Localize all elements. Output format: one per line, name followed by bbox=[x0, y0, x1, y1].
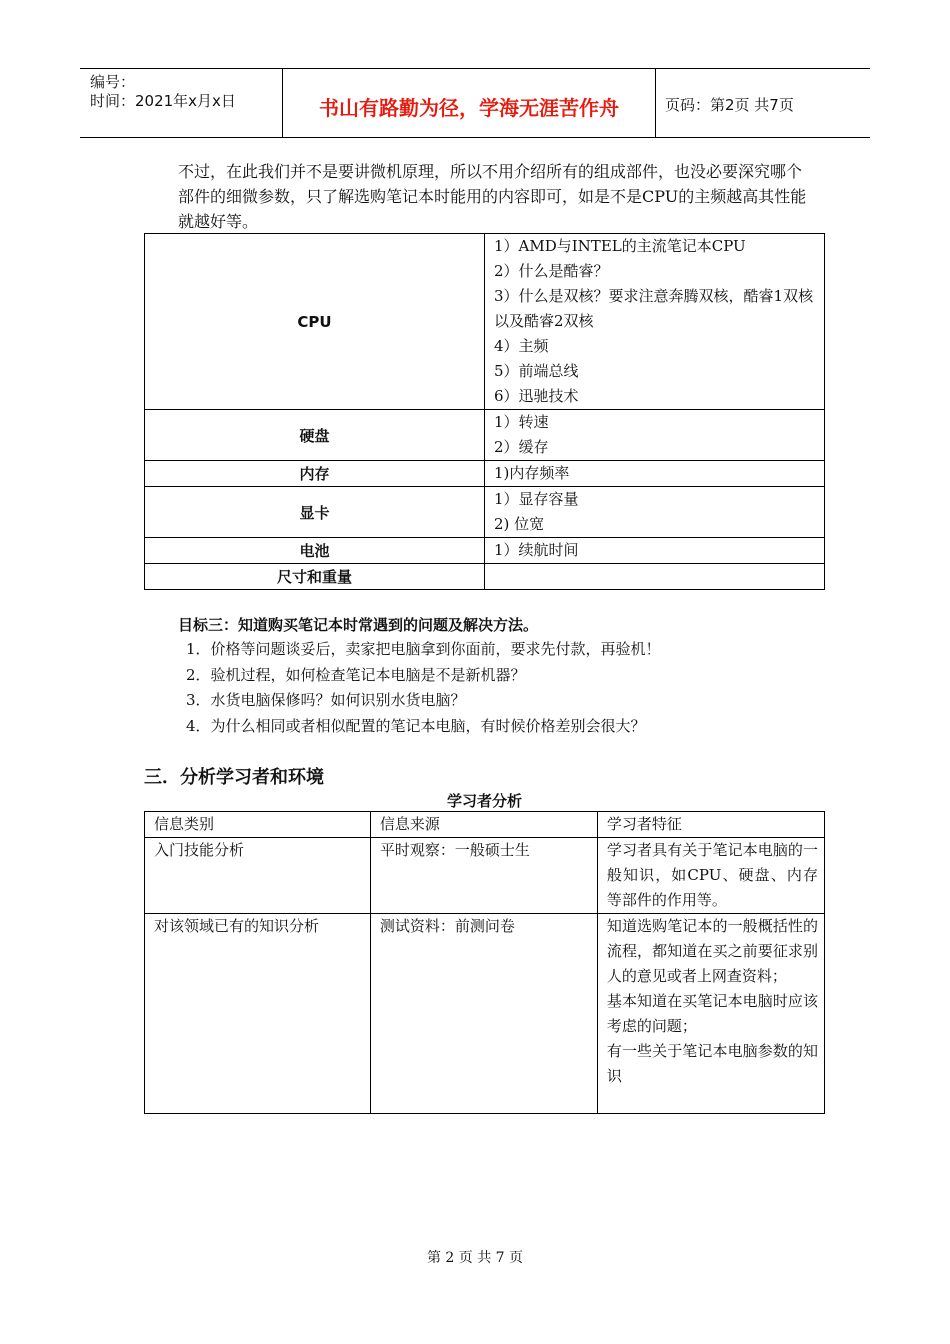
components-table bbox=[144, 233, 825, 590]
list-item: 1．价格等问题谈妥后，卖家把电脑拿到你面前，要求先付款，再验机！ bbox=[186, 640, 661, 658]
component-item: 2）什么是酷睿？ bbox=[494, 262, 609, 280]
component-item: 1）AMD与INTEL的主流笔记本CPU bbox=[494, 237, 746, 255]
category-cell: 入门技能分析 bbox=[145, 838, 371, 914]
component-name: 硬盘 bbox=[145, 410, 485, 461]
component-item: 3）什么是双核？要求注意奔腾双核，酷睿1双核以及酷睿2双核 bbox=[494, 287, 814, 330]
column-header: 学习者特征 bbox=[597, 812, 824, 838]
features-cell bbox=[597, 838, 824, 914]
component-item: 2）缓存 bbox=[494, 438, 549, 456]
component-items bbox=[485, 564, 825, 590]
features-cell bbox=[597, 914, 824, 1114]
page-footer: 第 2 页 共 7 页 bbox=[426, 1250, 524, 1266]
table-row bbox=[145, 461, 825, 487]
column-header: 信息类别 bbox=[145, 812, 371, 838]
component-item: 1）转速 bbox=[494, 413, 549, 431]
component-items bbox=[485, 234, 825, 410]
header-page-cell bbox=[655, 69, 870, 137]
component-name: 显卡 bbox=[145, 487, 485, 538]
component-name: CPU bbox=[145, 234, 485, 410]
component-items bbox=[485, 487, 825, 538]
component-item: 1）续航时间 bbox=[494, 541, 579, 559]
component-item: 5）前端总线 bbox=[494, 362, 579, 380]
page-header bbox=[80, 68, 870, 138]
table-row bbox=[145, 914, 825, 1114]
table-row bbox=[145, 564, 825, 590]
table-row bbox=[145, 234, 825, 410]
goal-three-title: 目标三：知道购买笔记本时常遇到的问题及解决方法。 bbox=[178, 616, 539, 634]
category-cell: 对该领域已有的知识分析 bbox=[145, 914, 371, 1114]
component-items bbox=[485, 461, 825, 487]
header-motto-cell bbox=[282, 69, 656, 137]
learner-analysis-table bbox=[144, 811, 825, 1114]
intro-text: 不过，在此我们并不是要讲微机原理，所以不用介绍所有的组成部件，也没必要深究哪个部件的细微参数，只了解选购笔记本时能用的内容即可，如是不是CPU的主频越高其性能就越好等。 bbox=[178, 162, 807, 231]
component-name: 内存 bbox=[145, 461, 485, 487]
component-name: 电池 bbox=[145, 538, 485, 564]
table-header-row bbox=[145, 812, 825, 838]
goal-three-list bbox=[186, 637, 661, 739]
column-header: 信息来源 bbox=[370, 812, 597, 838]
table-row bbox=[145, 538, 825, 564]
component-items bbox=[485, 410, 825, 461]
feature-text: 学习者具有关于笔记本电脑的一般知识，如CPU、硬盘、内存等部件的作用等。 bbox=[606, 841, 818, 909]
component-items bbox=[485, 538, 825, 564]
component-name: 尺寸和重量 bbox=[145, 564, 485, 590]
component-item: 2) 位宽 bbox=[494, 515, 545, 533]
component-item: 6）迅驰技术 bbox=[494, 387, 579, 405]
component-item: 1)内存频率 bbox=[494, 464, 570, 482]
section-heading: 三．分析学习者和环境 bbox=[144, 767, 324, 788]
list-item: 2．验机过程，如何检查笔记本电脑是不是新机器？ bbox=[186, 665, 526, 684]
table-title: 学习者分析 bbox=[446, 792, 522, 810]
document-number-label: 编号： bbox=[90, 73, 136, 91]
table-row bbox=[145, 410, 825, 461]
header-left-cell bbox=[80, 69, 282, 137]
intro-paragraph bbox=[144, 159, 814, 234]
component-item: 1）显存容量 bbox=[494, 490, 579, 508]
component-item: 4）主频 bbox=[494, 337, 549, 355]
source-cell: 平时观察：一般硕士生 bbox=[370, 838, 597, 914]
feature-text: 基本知道在买笔记本电脑时应该考虑的问题； bbox=[606, 992, 818, 1035]
table-row bbox=[145, 487, 825, 538]
header-motto: 书山有路勤为径，学海无涯苦作舟 bbox=[319, 96, 619, 120]
list-item: 4．为什么相同或者相似配置的笔记本电脑，有时候价格差别会很大？ bbox=[186, 716, 646, 735]
document-date-label: 时间：2021年x月x日 bbox=[90, 92, 236, 110]
feature-text: 有一些关于笔记本电脑参数的知识 bbox=[606, 1042, 818, 1085]
list-item: 3．水货电脑保修吗？如何识别水货电脑？ bbox=[186, 691, 466, 709]
table-row bbox=[145, 838, 825, 914]
feature-text: 知道选购笔记本的一般概括性的流程，都知道在买之前要征求别人的意见或者上网查资料； bbox=[606, 917, 818, 985]
header-page-number: 页码：第2页 共7页 bbox=[665, 96, 794, 114]
source-cell: 测试资料：前测问卷 bbox=[370, 914, 597, 1114]
